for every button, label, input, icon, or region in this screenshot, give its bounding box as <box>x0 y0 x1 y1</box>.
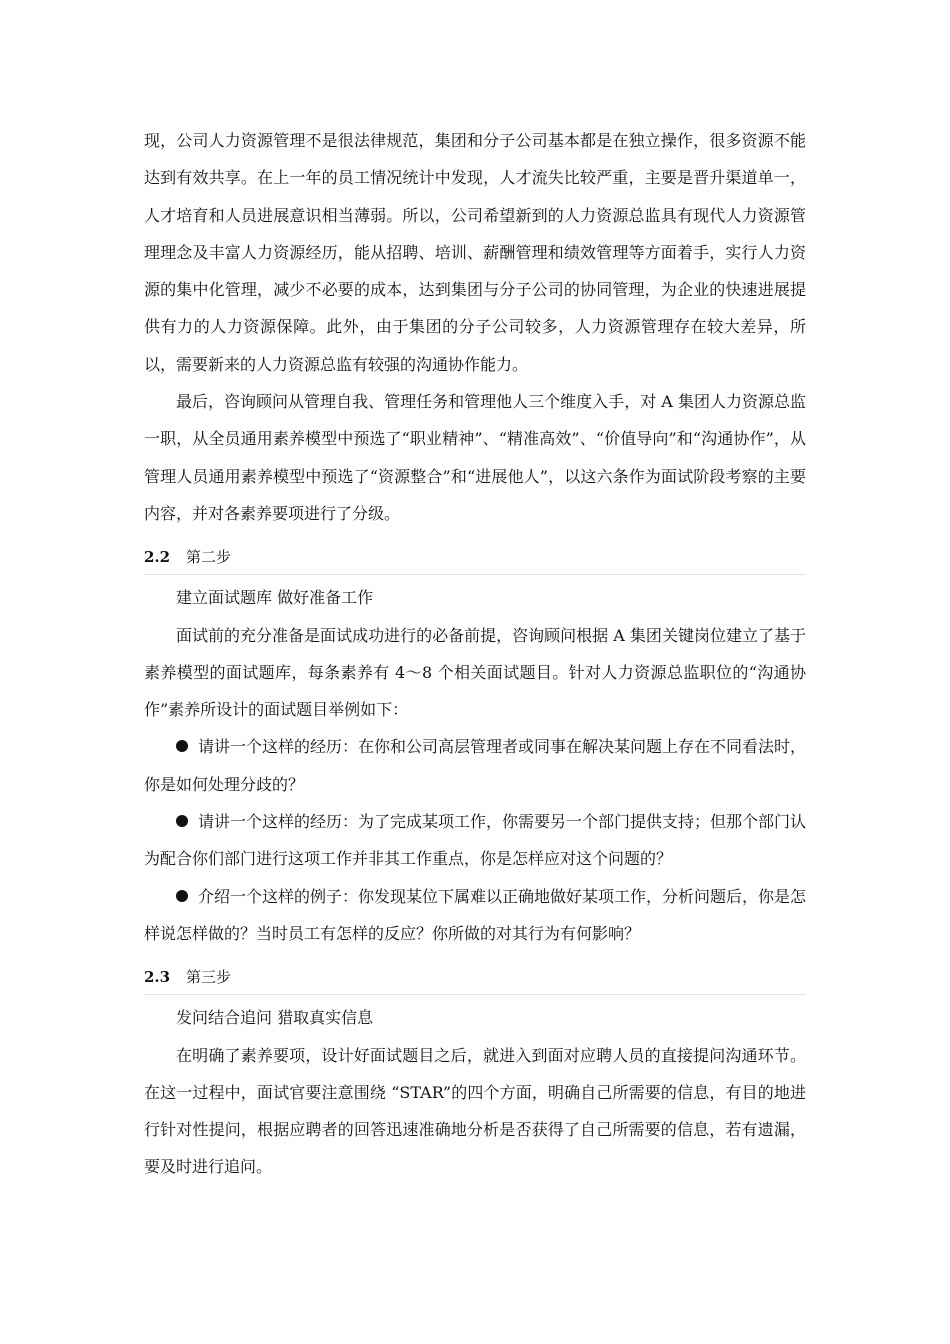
paragraph-conclusion: 最后，咨询顾问从管理自我、管理任务和管理他人三个维度入手，对 A 集团人力资源总监一职，从全员通用素养模型中预选了“职业精神”、“精准高效”、“价值导向”和“沟通协作”，从管理人员通用素养模型中预选了“资源整合”和“进展他人”，以这六条作为面试阶段考察的主要内容，并对各素养要项进行了分级。 <box>144 392 806 523</box>
paragraph-continued: 现，公司人力资源管理不是很法律规范，集团和分子公司基本都是在独立操作，很多资源不能达到有效共享。在上一年的员工情况统计中发现，人才流失比较严重，主要是晋升渠道单一，人才培育和人员进展意识相当薄弱。所以，公司希望新到的人力资源总监具有现代人力资源管理理念及丰富人力资源经历，能从招聘、培训、薪酬管理和绩效管理等方面着手，实行人力资源的集中化管理，减少不必要的成本，达到集团与分子公司的协同管理，为企业的快速进展提供有力的人力资源保障。此外，由于集团的分子公司较多，人力资源管理存在较大差异，所以，需要新来的人力资源总监有较强的沟通协作能力。 <box>144 131 806 374</box>
paragraph-body: 在明确了素养要项，设计好面试题目之后，就进入到面对应聘人员的直接提问沟通环节。在这一过程中，面试官要注意围绕 “STAR”的四个方面，明确自己所需要的信息，有目的地进行针对性提问，根据应聘者的回答迅速准确地分析是否获得了自己所需要的信息，若有遗漏，要及时进行追问。 <box>144 1045 806 1177</box>
section-number: 2.2 <box>144 548 171 567</box>
bullet-item <box>144 878 806 953</box>
bullet-text: 请讲一个这样的经历：在你和公司高层管理者或同事在解决某问题上存在不同看法时，你是如何处理分歧的？ <box>144 737 807 794</box>
bullet-item <box>144 728 806 803</box>
bullet-icon <box>176 815 188 827</box>
bullet-text: 请讲一个这样的经历：为了完成某项工作，你需要另一个部门提供支持；但那个部门认为配合你们部门进行这项工作并非其工作重点，你是怎样应对这个问题的？ <box>144 812 807 869</box>
document-body <box>144 122 806 1186</box>
section-heading-2-3 <box>144 963 806 995</box>
section-subheading: 建立面试题库 做好准备工作 <box>176 588 374 608</box>
bullet-item <box>144 803 806 878</box>
section-heading-2-2 <box>144 543 806 575</box>
paragraph-intro: 面试前的充分准备是面试成功进行的必备前提，咨询顾问根据 A 集团关键岗位建立了基于素养模型的面试题库，每条素养有 4～8 个相关面试题目。针对人力资源总监职位的“沟通协作”素养所设计的面试题目举例如下： <box>144 625 806 720</box>
section-title: 第二步 <box>186 548 232 567</box>
bullet-text: 介绍一个这样的例子：你发现某位下属难以正确地做好某项工作，分析问题后，你是怎样说怎样做的？当时员工有怎样的反应？你所做的对其行为有何影响？ <box>144 886 807 943</box>
section-number: 2.3 <box>144 968 171 987</box>
section-title: 第三步 <box>186 968 232 987</box>
section-subheading: 发问结合追问 猎取真实信息 <box>176 1008 374 1028</box>
bullet-icon <box>176 740 188 752</box>
bullet-icon <box>176 890 188 902</box>
